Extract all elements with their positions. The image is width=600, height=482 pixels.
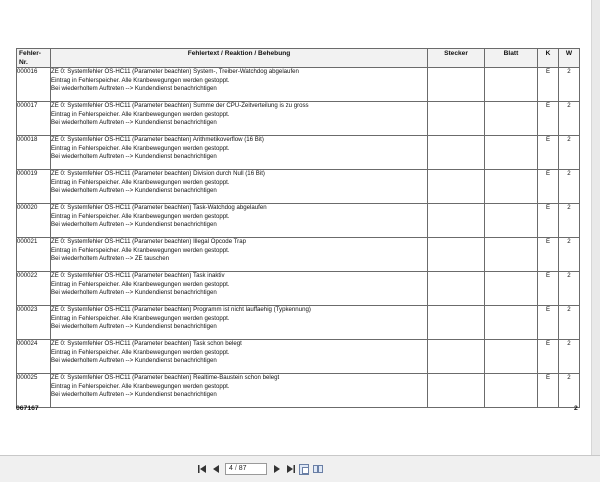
k-cell: E	[538, 340, 559, 374]
last-page-icon[interactable]	[285, 464, 295, 474]
error-number-cell: 000023	[17, 306, 51, 340]
table-row	[17, 204, 580, 238]
error-text-cell	[51, 102, 428, 136]
error-text-line: ZE 0: Systemfehler OS-HC11 (Parameter beachten) Task schon belegt	[51, 340, 242, 347]
error-text-line: Eintrag in Fehlerspeicher. Alle Kranbewegungen werden gestoppt.	[51, 348, 230, 356]
error-text-line: ZE 0: Systemfehler OS-HC11 (Parameter beachten) Division durch Null (16 Bit)	[51, 170, 265, 177]
k-cell: E	[538, 204, 559, 238]
error-text-line: ZE 0: Systemfehler OS-HC11 (Parameter beachten) Task-Watchdog abgelaufen	[51, 204, 267, 211]
error-text-line: ZE 0: Systemfehler OS-HC11 (Parameter beachten) System-, Treiber-Watchdog abgelaufen	[51, 68, 299, 75]
sheet-cell	[485, 306, 538, 340]
w-cell: 2	[559, 374, 580, 408]
table-row	[17, 170, 580, 204]
current-page: 4	[229, 465, 233, 472]
error-text-line: Bei wiederholtem Auftreten --> Kundendienst benachrichtigen	[51, 187, 217, 194]
error-text-cell	[51, 306, 428, 340]
header-error-number: Fehler-Nr.	[17, 49, 51, 68]
error-text-line: ZE 0: Systemfehler OS-HC11 (Parameter beachten) Programm ist nicht lauffaehig (Typkennung)	[51, 306, 311, 313]
error-number-cell: 000019	[17, 170, 51, 204]
error-text-line: ZE 0: Systemfehler OS-HC11 (Parameter beachten) Realtime-Baustein schon belegt	[51, 374, 280, 381]
w-cell: 2	[559, 204, 580, 238]
error-text-cell	[51, 272, 428, 306]
table-row	[17, 340, 580, 374]
error-number-cell: 000016	[17, 68, 51, 102]
error-text-line: Bei wiederholtem Auftreten --> Kundendienst benachrichtigen	[51, 323, 217, 330]
table-row	[17, 374, 580, 408]
error-text-line: ZE 0: Systemfehler OS-HC11 (Parameter beachten) Illegal Opcode Trap	[51, 238, 246, 245]
sheet-cell	[485, 272, 538, 306]
error-text-line: Eintrag in Fehlerspeicher. Alle Kranbewegungen werden gestoppt.	[51, 246, 230, 254]
error-text-line: Bei wiederholtem Auftreten --> Kundendienst benachrichtigen	[51, 221, 217, 228]
k-cell: E	[538, 170, 559, 204]
error-text-line: Bei wiederholtem Auftreten --> Kundendienst benachrichtigen	[51, 85, 217, 92]
header-error-text: Fehlertext / Reaktion / Behebung	[51, 49, 428, 68]
header-w: W	[559, 49, 580, 68]
connector-cell	[428, 238, 485, 272]
error-text-cell	[51, 136, 428, 170]
error-text-cell	[51, 238, 428, 272]
error-text-cell	[51, 204, 428, 238]
error-number-cell: 000024	[17, 340, 51, 374]
k-cell: E	[538, 68, 559, 102]
w-cell: 2	[559, 306, 580, 340]
error-text-cell	[51, 340, 428, 374]
error-table	[16, 48, 580, 408]
error-text-line: Bei wiederholtem Auftreten --> Kundendienst benachrichtigen	[51, 289, 217, 296]
header-connector: Stecker	[428, 49, 485, 68]
error-text-line: Eintrag in Fehlerspeicher. Alle Kranbewegungen werden gestoppt.	[51, 382, 230, 390]
first-page-icon[interactable]	[197, 464, 207, 474]
sheet-cell	[485, 340, 538, 374]
error-text-line: ZE 0: Systemfehler OS-HC11 (Parameter beachten) Arithmetikoverflow (16 Bit)	[51, 136, 264, 143]
error-text-line: Bei wiederholtem Auftreten --> ZE tauschen	[51, 255, 170, 262]
error-number-cell: 000018	[17, 136, 51, 170]
error-text-line: Eintrag in Fehlerspeicher. Alle Kranbewegungen werden gestoppt.	[51, 178, 230, 186]
viewer-toolbar	[0, 455, 600, 482]
w-cell: 2	[559, 170, 580, 204]
page-number-input[interactable]	[225, 463, 267, 475]
header-sheet: Blatt	[485, 49, 538, 68]
table-row	[17, 272, 580, 306]
error-text-line: Bei wiederholtem Auftreten --> Kundendienst benachrichtigen	[51, 119, 217, 126]
error-text-line: Eintrag in Fehlerspeicher. Alle Kranbewegungen werden gestoppt.	[51, 314, 230, 322]
error-number-cell: 000025	[17, 374, 51, 408]
error-text-line: Bei wiederholtem Auftreten --> Kundendienst benachrichtigen	[51, 153, 217, 160]
error-text-line: Eintrag in Fehlerspeicher. Alle Kranbewegungen werden gestoppt.	[51, 76, 230, 84]
table-row	[17, 68, 580, 102]
error-text-line: ZE 0: Systemfehler OS-HC11 (Parameter beachten) Task inaktiv	[51, 272, 225, 279]
table-header-row	[17, 49, 580, 68]
w-cell: 2	[559, 272, 580, 306]
next-page-icon[interactable]	[271, 464, 281, 474]
connector-cell	[428, 68, 485, 102]
k-cell: E	[538, 102, 559, 136]
sheet-cell	[485, 68, 538, 102]
connector-cell	[428, 306, 485, 340]
w-cell: 2	[559, 340, 580, 374]
page-number: 2	[574, 405, 578, 412]
error-text-line: Eintrag in Fehlerspeicher. Alle Kranbewegungen werden gestoppt.	[51, 144, 230, 152]
table-row	[17, 102, 580, 136]
error-number-cell: 000022	[17, 272, 51, 306]
page-separator: /	[234, 465, 237, 472]
w-cell: 2	[559, 238, 580, 272]
error-number-cell: 000020	[17, 204, 51, 238]
table-row	[17, 306, 580, 340]
connector-cell	[428, 170, 485, 204]
two-page-icon[interactable]	[313, 464, 323, 474]
connector-cell	[428, 136, 485, 170]
k-cell: E	[538, 306, 559, 340]
connector-cell	[428, 102, 485, 136]
error-text-line: Bei wiederholtem Auftreten --> Kundendienst benachrichtigen	[51, 357, 217, 364]
sheet-cell	[485, 204, 538, 238]
error-text-cell	[51, 374, 428, 408]
single-page-icon[interactable]	[299, 464, 309, 474]
error-text-cell	[51, 170, 428, 204]
table-row	[17, 136, 580, 170]
error-text-line: Bei wiederholtem Auftreten --> Kundendienst benachrichtigen	[51, 391, 217, 398]
connector-cell	[428, 272, 485, 306]
document-number: 067167	[16, 405, 39, 412]
w-cell: 2	[559, 136, 580, 170]
error-text-line: ZE 0: Systemfehler OS-HC11 (Parameter beachten) Summe der CPU-Zeitverteilung is zu gross	[51, 102, 309, 109]
table-row	[17, 238, 580, 272]
error-text-line: Eintrag in Fehlerspeicher. Alle Kranbewegungen werden gestoppt.	[51, 212, 230, 220]
error-text-cell	[51, 68, 428, 102]
total-pages: 87	[238, 465, 247, 472]
w-cell: 2	[559, 68, 580, 102]
sheet-cell	[485, 170, 538, 204]
error-text-line: Eintrag in Fehlerspeicher. Alle Kranbewegungen werden gestoppt.	[51, 110, 230, 118]
error-number-cell: 000017	[17, 102, 51, 136]
k-cell: E	[538, 272, 559, 306]
sheet-cell	[485, 374, 538, 408]
connector-cell	[428, 204, 485, 238]
prev-page-icon[interactable]	[211, 464, 221, 474]
error-number-cell: 000021	[17, 238, 51, 272]
w-cell: 2	[559, 102, 580, 136]
sheet-cell	[485, 238, 538, 272]
page-edge-shadow	[591, 0, 600, 455]
sheet-cell	[485, 102, 538, 136]
k-cell: E	[538, 374, 559, 408]
error-text-line: Eintrag in Fehlerspeicher. Alle Kranbewegungen werden gestoppt.	[51, 280, 230, 288]
connector-cell	[428, 340, 485, 374]
k-cell: E	[538, 238, 559, 272]
header-k: K	[538, 49, 559, 68]
k-cell: E	[538, 136, 559, 170]
sheet-cell	[485, 136, 538, 170]
connector-cell	[428, 374, 485, 408]
